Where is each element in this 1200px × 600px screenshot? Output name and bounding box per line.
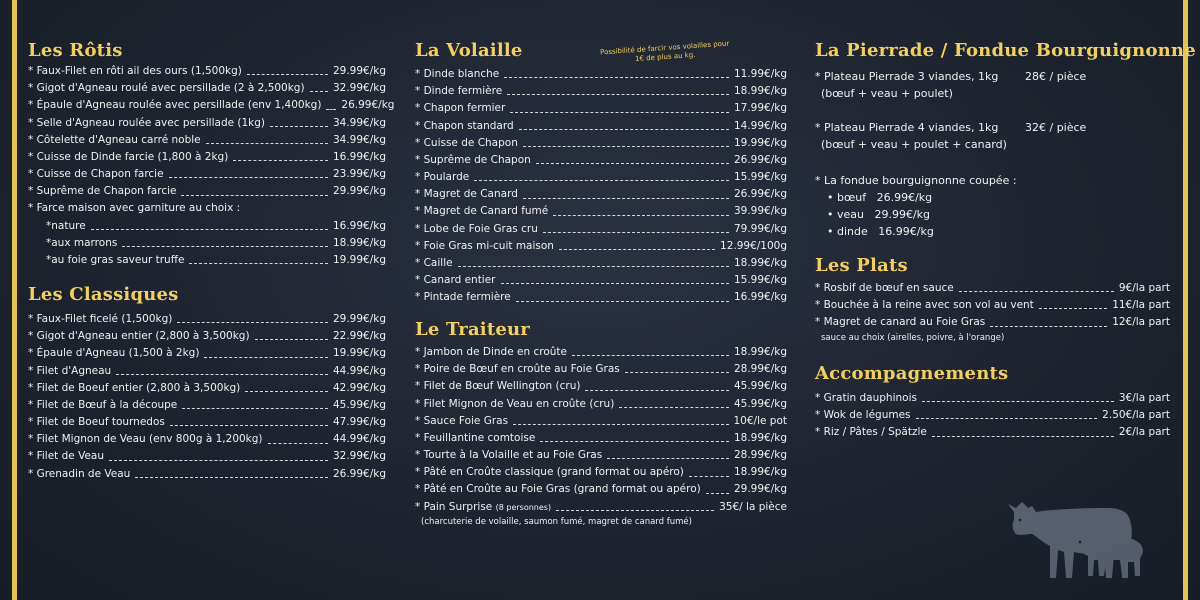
- right-gold-border: [1183, 0, 1188, 600]
- pierrade-3-block: [815, 68, 1155, 102]
- list-item: * Cuisse de Chapon 19.99€/kg: [415, 136, 787, 149]
- list-item: * Cuisse de Dinde farcie (1,800 à 2kg) 16.99€/kg: [28, 150, 386, 163]
- pierrade-3-label: * Plateau Pierrade 3 viandes, 1kg: [815, 70, 999, 83]
- list-item: * Rosbif de bœuf en sauce 9€/la part: [815, 281, 1170, 294]
- list-item: * Gigot d'Agneau roulé avec persillade (2 à 2,500kg) 32.99€/kg: [28, 82, 386, 95]
- list-item: * Sauce Foie Gras 10€/le pot: [415, 414, 787, 427]
- list-item: * Cuisse de Chapon farcie 23.99€/kg: [28, 168, 386, 181]
- list-item: * Caille 18.99€/kg: [415, 257, 787, 270]
- fondue-block: [815, 172, 1017, 240]
- list-item: * Chapon fermier 17.99€/kg: [415, 102, 787, 115]
- list-item: • bœuf 26.99€/kg: [827, 191, 933, 204]
- list-item: * Filet de Boeuf tournedos 47.99€/kg: [28, 416, 386, 429]
- list-item: * Suprême de Chapon farcie 29.99€/kg: [28, 185, 386, 198]
- list-item: *au foie gras saveur truffe 19.99€/kg: [46, 254, 386, 267]
- pain-surprise-item: * Pain Surprise (8 personnes) 35€/ la pièce: [415, 500, 787, 513]
- farce-heading: * Farce maison avec garniture au choix :: [28, 202, 241, 215]
- list-item: * Faux-Filet ficelé (1,500kg) 29.99€/kg: [28, 312, 386, 325]
- list-item: * Canard entier 15.99€/kg: [415, 274, 787, 287]
- section-title-volaille: La Volaille: [415, 40, 523, 61]
- list-item: * Selle d'Agneau roulée avec persillade (1kg) 34.99€/kg: [28, 116, 386, 129]
- list-item: * Faux-Filet en rôti ail des ours (1,500kg) 29.99€/kg: [28, 64, 386, 77]
- list-item: * Foie Gras mi-cuit maison 12.99€/100g: [415, 239, 787, 252]
- list-item: * Riz / Pâtes / Spätzle 2€/la part: [815, 426, 1170, 439]
- list-item: * Gigot d'Agneau entier (2,800 à 3,500kg) 22.99€/kg: [28, 330, 386, 343]
- list-item: * Épaule d'Agneau roulée avec persillade (env 1,400kg) 26.99€/kg: [28, 99, 395, 112]
- list-item: • dinde 16.99€/kg: [827, 225, 934, 238]
- pierrade-4-detail: (bœuf + veau + poulet + canard): [821, 138, 1007, 151]
- section-title-plats: Les Plats: [815, 255, 908, 276]
- magret-sauce-note: sauce au choix (airelles, poivre, à l'orange): [821, 332, 1005, 343]
- section-title-rotis: Les Rôtis: [28, 40, 123, 61]
- list-item: * Filet d'Agneau 44.99€/kg: [28, 364, 386, 377]
- list-item: * Gratin dauphinois 3€/la part: [815, 391, 1170, 404]
- list-item: * Épaule d'Agneau (1,500 à 2kg) 19.99€/kg: [28, 347, 386, 360]
- section-title-accompagnements: Accompagnements: [815, 363, 1009, 384]
- section-title-classiques: Les Classiques: [28, 284, 179, 305]
- list-item: * Magret de Canard 26.99€/kg: [415, 188, 787, 201]
- list-item: * Magret de canard au Foie Gras 12€/la part: [815, 316, 1170, 329]
- fondue-label: * La fondue bourguignonne coupée :: [815, 174, 1017, 187]
- list-item: * Wok de légumes 2.50€/la part: [815, 409, 1170, 422]
- list-item: *nature 16.99€/kg: [46, 219, 386, 232]
- plats-list: [815, 280, 1170, 344]
- list-item: * Dinde fermière 18.99€/kg: [415, 85, 787, 98]
- list-item: * Filet de Bœuf à la découpe 45.99€/kg: [28, 398, 386, 411]
- left-gold-border: [12, 0, 17, 600]
- traiteur-list: [415, 344, 787, 528]
- rotis-list: [28, 63, 395, 269]
- accompagnements-list: [815, 390, 1170, 442]
- pierrade-4-block: [815, 119, 1155, 153]
- classiques-list: [28, 311, 386, 483]
- pierrade-4-price: 32€ / pièce: [1025, 121, 1087, 134]
- list-item: * Tourte à la Volaille et au Foie Gras 28.99€/kg: [415, 449, 787, 462]
- section-title-pierrade: La Pierrade / Fondue Bourguignonne: [815, 40, 1196, 61]
- list-item: * Pintade fermière 16.99€/kg: [415, 291, 787, 304]
- list-item: * Grenadin de Veau 26.99€/kg: [28, 467, 386, 480]
- list-item: * Côtelette d'Agneau carré noble 34.99€/kg: [28, 133, 386, 146]
- list-item: * Lobe de Foie Gras cru 79.99€/kg: [415, 222, 787, 235]
- volaille-stuffing-note: Possibilité de farcir vos volailles pour 1€ de plus au kg.: [599, 39, 730, 64]
- volaille-list: [415, 66, 787, 307]
- pain-surprise-note: (charcuterie de volaille, saumon fumé, magret de canard fumé): [421, 516, 692, 527]
- section-title-traiteur: Le Traiteur: [415, 319, 530, 340]
- list-item: *aux marrons 18.99€/kg: [46, 236, 386, 249]
- list-item: * Filet de Bœuf Wellington (cru) 45.99€/kg: [415, 380, 787, 393]
- list-item: * Suprême de Chapon 26.99€/kg: [415, 153, 787, 166]
- list-item: * Jambon de Dinde en croûte 18.99€/kg: [415, 345, 787, 358]
- list-item: * Pâté en Croûte au Foie Gras (grand format ou apéro) 29.99€/kg: [415, 483, 787, 496]
- pierrade-4-label: * Plateau Pierrade 4 viandes, 1kg: [815, 121, 999, 134]
- list-item: * Bouchée à la reine avec son vol au vent 11€/la part: [815, 299, 1170, 312]
- list-item: * Pâté en Croûte classique (grand format ou apéro) 18.99€/kg: [415, 466, 787, 479]
- list-item: * Dinde blanche 11.99€/kg: [415, 67, 787, 80]
- list-item: • veau 29.99€/kg: [827, 208, 931, 221]
- list-item: * Chapon standard 14.99€/kg: [415, 119, 787, 132]
- list-item: * Filet de Veau 32.99€/kg: [28, 450, 386, 463]
- list-item: * Poularde 15.99€/kg: [415, 171, 787, 184]
- list-item: * Filet Mignon de Veau (env 800g à 1,200kg) 44.99€/kg: [28, 433, 386, 446]
- pierrade-3-detail: (bœuf + veau + poulet): [821, 87, 953, 100]
- list-item: * Poire de Bœuf en croûte au Foie Gras 28.99€/kg: [415, 363, 787, 376]
- list-item: * Magret de Canard fumé 39.99€/kg: [415, 205, 787, 218]
- cow-and-lamb-icon: [1006, 490, 1166, 590]
- pierrade-3-price: 28€ / pièce: [1025, 70, 1087, 83]
- list-item: * Feuillantine comtoise 18.99€/kg: [415, 431, 787, 444]
- list-item: * Filet Mignon de Veau en croûte (cru) 45.99€/kg: [415, 397, 787, 410]
- list-item: * Filet de Boeuf entier (2,800 à 3,500kg) 42.99€/kg: [28, 381, 386, 394]
